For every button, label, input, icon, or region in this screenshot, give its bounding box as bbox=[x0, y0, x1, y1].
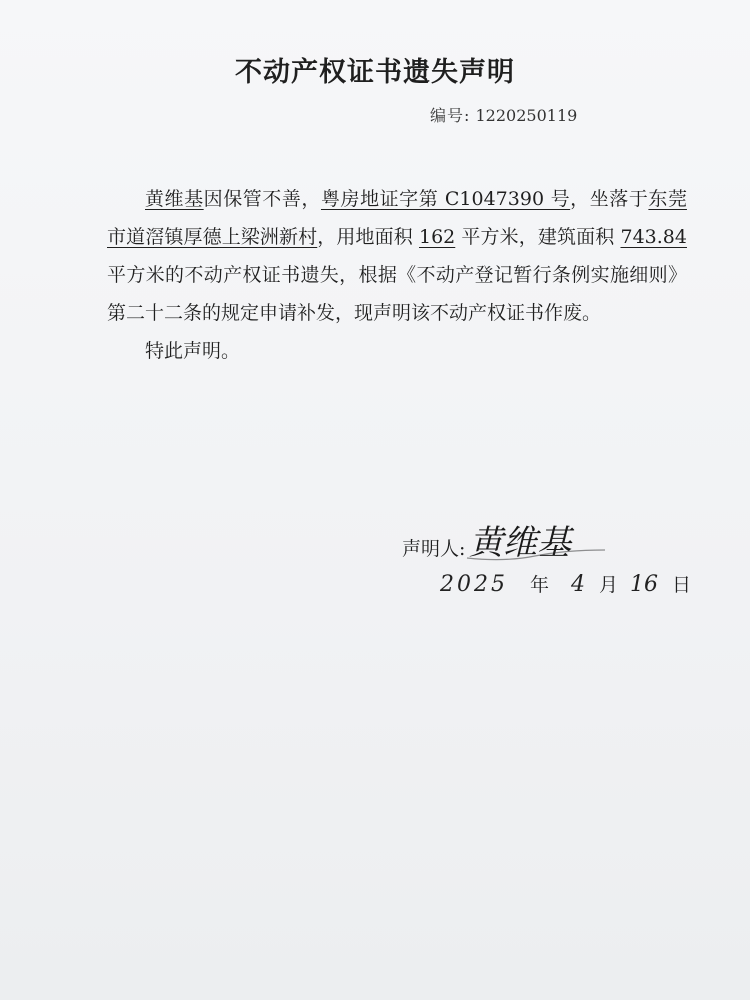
signature-text: 黄维基 bbox=[469, 523, 572, 563]
date-month-unit: 月 bbox=[599, 574, 619, 596]
date-month: 4 bbox=[571, 572, 586, 597]
document-number-value: 1220250119 bbox=[475, 106, 578, 125]
statement-text-5: 平方米的不动产权证书遗失，根据《不动产登记暂行条例实施细则》第二十二条的规定申请补发，现声明该不动产权证书作废。 bbox=[107, 264, 687, 324]
date-year-unit: 年 bbox=[530, 574, 550, 596]
declarant-label: 声明人: bbox=[402, 538, 466, 560]
declarant-block bbox=[402, 520, 615, 564]
document-number bbox=[430, 103, 577, 126]
owner-name: 黄维基 bbox=[145, 188, 204, 210]
statement-text-1: 因保管不善， bbox=[203, 188, 321, 210]
certificate-number: 粤房地证字第 C1047390 号 bbox=[320, 188, 571, 210]
statement-text-3: ，用地面积 bbox=[317, 226, 419, 248]
document-title: 不动产权证书遗失声明 bbox=[235, 57, 515, 88]
statement-paragraph bbox=[107, 180, 687, 332]
signing-date bbox=[440, 570, 691, 597]
land-area: 162 bbox=[419, 226, 456, 248]
statement-body bbox=[107, 180, 687, 370]
closing-statement: 特此声明。 bbox=[145, 340, 241, 362]
property-location: 东莞市道滘镇厚德上梁洲新村 bbox=[107, 188, 687, 248]
date-year: 2025 bbox=[440, 572, 508, 597]
handwritten-signature bbox=[465, 520, 615, 564]
date-day-unit: 日 bbox=[672, 574, 692, 596]
document-number-label: 编号: bbox=[430, 106, 471, 125]
building-area: 743.84 bbox=[620, 226, 687, 248]
statement-text-2: ，坐落于 bbox=[570, 188, 649, 210]
statement-text-4: 平方米，建筑面积 bbox=[455, 226, 621, 248]
date-day: 16 bbox=[630, 572, 659, 597]
